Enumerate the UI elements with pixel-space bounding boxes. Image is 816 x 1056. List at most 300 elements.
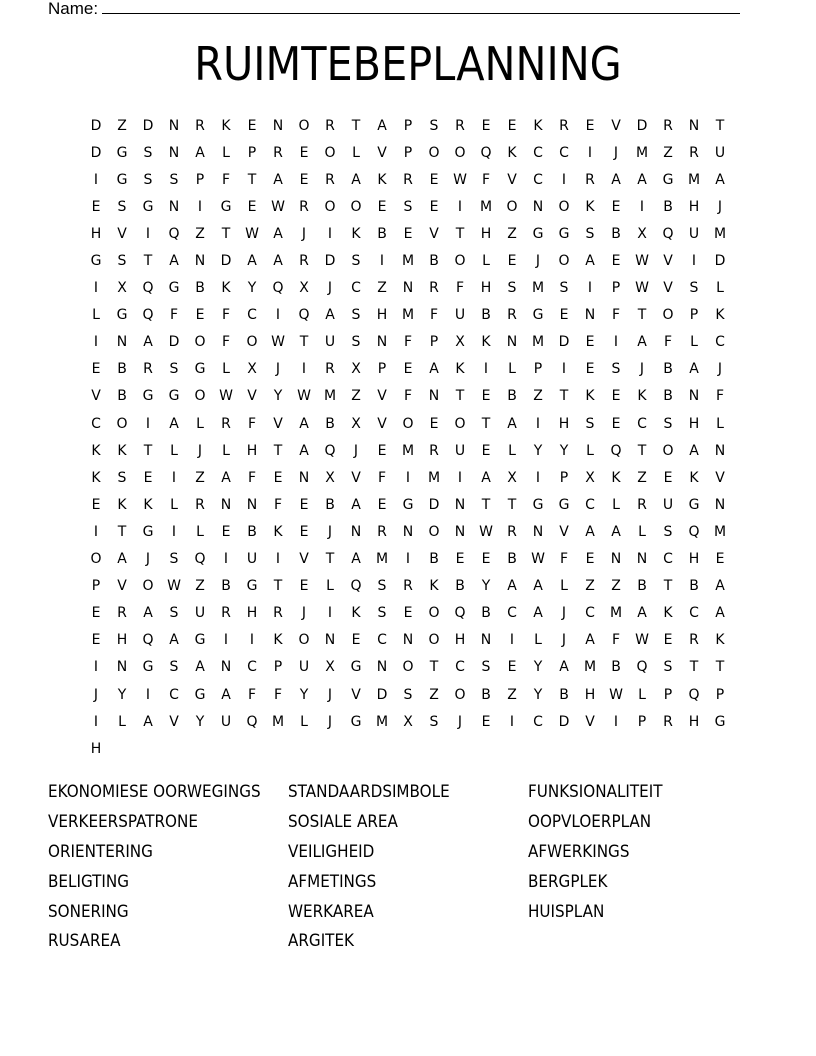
grid-letter: D: [142, 117, 154, 134]
grid-letter: I: [613, 334, 619, 351]
grid-letter: A: [585, 523, 595, 540]
grid-letter: U: [246, 551, 258, 568]
grid-letter: R: [455, 117, 465, 134]
grid-letter: O: [454, 144, 466, 161]
grid-letter: R: [195, 117, 205, 134]
grid-letter: K: [689, 469, 699, 486]
grid-letter: V: [611, 117, 621, 134]
grid-letter: T: [351, 117, 361, 134]
grid-letter: A: [507, 578, 517, 595]
grid-letter: N: [376, 334, 388, 351]
grid-letter: S: [169, 551, 179, 568]
grid-letter: G: [662, 171, 674, 188]
grid-letter: O: [662, 307, 674, 324]
word-list-item: RUSAREA: [48, 931, 121, 951]
grid-letter: M: [635, 144, 649, 161]
grid-letter: H: [584, 686, 596, 703]
grid-letter: A: [247, 253, 257, 270]
grid-letter: Q: [636, 659, 648, 676]
grid-letter: H: [688, 415, 700, 432]
letter-grid: [83, 112, 733, 762]
grid-letter: T: [429, 659, 439, 676]
grid-letter: B: [559, 686, 569, 703]
grid-letter: J: [353, 442, 359, 459]
grid-letter: Q: [688, 523, 700, 540]
grid-letter: Z: [637, 469, 647, 486]
grid-letter: G: [116, 171, 128, 188]
grid-letter: O: [324, 198, 336, 215]
grid-letter: L: [196, 415, 204, 432]
grid-letter: I: [535, 469, 541, 486]
grid-letter: A: [637, 334, 647, 351]
grid-letter: T: [663, 578, 673, 595]
grid-letter: W: [635, 253, 649, 270]
grid-letter: G: [142, 523, 154, 540]
grid-letter: R: [403, 578, 413, 595]
grid-letter: V: [377, 415, 387, 432]
grid-letter: T: [143, 442, 153, 459]
grid-letter: R: [507, 307, 517, 324]
grid-letter: E: [585, 117, 595, 134]
grid-letter: X: [585, 469, 595, 486]
grid-letter: W: [531, 551, 545, 568]
grid-letter: M: [531, 334, 545, 351]
name-label: Name:: [48, 0, 99, 18]
grid-letter: K: [507, 144, 517, 161]
grid-letter: E: [715, 551, 725, 568]
grid-letter: P: [637, 713, 647, 730]
grid-letter: L: [222, 361, 230, 378]
grid-letter: I: [93, 280, 99, 297]
grid-letter: I: [509, 632, 515, 649]
grid-letter: G: [194, 361, 206, 378]
grid-letter: G: [246, 578, 258, 595]
grid-letter: E: [377, 198, 387, 215]
grid-letter: O: [298, 117, 310, 134]
grid-letter: S: [663, 659, 673, 676]
grid-letter: K: [637, 388, 647, 405]
grid-letter: H: [688, 551, 700, 568]
grid-letter: E: [507, 659, 517, 676]
grid-letter: F: [273, 686, 283, 703]
grid-letter: A: [143, 605, 153, 622]
grid-letter: I: [145, 686, 151, 703]
grid-letter: K: [117, 442, 127, 459]
grid-letter: T: [455, 225, 465, 242]
grid-letter: A: [195, 144, 205, 161]
grid-letter: S: [403, 198, 413, 215]
grid-letter: K: [273, 523, 283, 540]
grid-letter: A: [351, 171, 361, 188]
grid-letter: B: [689, 578, 699, 595]
grid-letter: O: [194, 334, 206, 351]
grid-letter: A: [351, 496, 361, 513]
grid-letter: I: [561, 171, 567, 188]
grid-letter: H: [116, 632, 128, 649]
grid-letter: A: [637, 605, 647, 622]
grid-letter: M: [401, 253, 415, 270]
grid-letter: A: [559, 659, 569, 676]
grid-letter: O: [558, 253, 570, 270]
grid-letter: R: [299, 198, 309, 215]
grid-letter: A: [273, 253, 283, 270]
grid-letter: D: [90, 117, 102, 134]
grid-letter: E: [403, 225, 413, 242]
grid-letter: J: [639, 361, 645, 378]
grid-letter: I: [301, 361, 307, 378]
grid-letter: S: [507, 280, 517, 297]
grid-letter: R: [403, 171, 413, 188]
grid-letter: V: [663, 280, 673, 297]
grid-letter: A: [169, 415, 179, 432]
grid-letter: K: [91, 442, 101, 459]
grid-letter: T: [247, 171, 257, 188]
grid-letter: T: [715, 659, 725, 676]
grid-letter: S: [117, 198, 127, 215]
grid-letter: T: [715, 117, 725, 134]
grid-letter: G: [532, 225, 544, 242]
grid-letter: H: [688, 198, 700, 215]
grid-letter: S: [351, 253, 361, 270]
grid-letter: B: [507, 388, 517, 405]
word-list: [48, 777, 768, 956]
grid-letter: I: [587, 280, 593, 297]
grid-letter: M: [531, 280, 545, 297]
grid-letter: I: [613, 713, 619, 730]
grid-letter: N: [168, 198, 180, 215]
grid-letter: F: [221, 171, 231, 188]
grid-letter: Y: [273, 388, 283, 405]
grid-letter: L: [352, 144, 360, 161]
grid-letter: H: [90, 225, 102, 242]
grid-letter: O: [90, 551, 102, 568]
grid-letter: A: [221, 686, 231, 703]
grid-letter: N: [194, 253, 206, 270]
grid-letter: C: [247, 659, 257, 676]
grid-letter: N: [454, 496, 466, 513]
grid-letter: B: [429, 253, 439, 270]
grid-letter: D: [636, 117, 648, 134]
grid-letter: A: [169, 632, 179, 649]
grid-letter: A: [273, 171, 283, 188]
grid-letter: I: [535, 415, 541, 432]
grid-letter: W: [479, 523, 493, 540]
grid-letter: E: [481, 388, 491, 405]
grid-letter: E: [455, 551, 465, 568]
grid-letter: N: [272, 117, 284, 134]
grid-letter: F: [715, 388, 725, 405]
grid-letter: E: [663, 632, 673, 649]
grid-letter: N: [402, 632, 414, 649]
grid-letter: O: [194, 388, 206, 405]
grid-letter: C: [715, 334, 725, 351]
grid-letter: Z: [117, 117, 127, 134]
grid-letter: J: [275, 361, 281, 378]
grid-letter: U: [298, 659, 310, 676]
grid-letter: O: [558, 198, 570, 215]
grid-letter: S: [585, 225, 595, 242]
grid-letter: S: [689, 280, 699, 297]
grid-letter: C: [585, 496, 595, 513]
grid-letter: Q: [142, 632, 154, 649]
grid-letter: R: [663, 117, 673, 134]
grid-letter: X: [247, 361, 257, 378]
grid-letter: C: [689, 605, 699, 622]
grid-letter: S: [351, 307, 361, 324]
word-list-item: SOSIALE AREA: [288, 812, 398, 832]
grid-letter: O: [454, 686, 466, 703]
grid-letter: N: [532, 198, 544, 215]
grid-letter: K: [663, 605, 673, 622]
grid-letter: E: [403, 361, 413, 378]
grid-letter: A: [143, 334, 153, 351]
grid-letter: E: [481, 551, 491, 568]
grid-letter: Q: [194, 551, 206, 568]
grid-letter: N: [584, 307, 596, 324]
grid-letter: S: [429, 713, 439, 730]
grid-letter: I: [405, 469, 411, 486]
grid-letter: J: [561, 632, 567, 649]
grid-letter: E: [481, 713, 491, 730]
grid-letter: R: [507, 523, 517, 540]
grid-letter: I: [327, 605, 333, 622]
grid-letter: B: [507, 551, 517, 568]
grid-letter: I: [327, 225, 333, 242]
grid-letter: E: [403, 605, 413, 622]
grid-letter: T: [299, 334, 309, 351]
grid-letter: R: [221, 415, 231, 432]
grid-letter: I: [561, 361, 567, 378]
grid-letter: Z: [507, 686, 517, 703]
grid-letter: K: [221, 280, 231, 297]
grid-letter: F: [429, 307, 439, 324]
grid-letter: N: [116, 334, 128, 351]
grid-letter: M: [375, 551, 389, 568]
grid-letter: O: [402, 659, 414, 676]
grid-letter: S: [559, 280, 569, 297]
grid-letter: A: [585, 632, 595, 649]
grid-letter: P: [611, 280, 621, 297]
grid-letter: S: [143, 144, 153, 161]
grid-letter: F: [247, 686, 257, 703]
grid-letter: D: [168, 334, 180, 351]
grid-letter: E: [507, 117, 517, 134]
grid-letter: S: [169, 605, 179, 622]
grid-letter: Q: [142, 280, 154, 297]
grid-letter: N: [454, 523, 466, 540]
grid-letter: L: [222, 144, 230, 161]
grid-letter: E: [299, 523, 309, 540]
grid-letter: P: [429, 334, 439, 351]
grid-letter: G: [558, 225, 570, 242]
grid-letter: B: [663, 198, 673, 215]
grid-letter: I: [379, 253, 385, 270]
grid-letter: V: [585, 713, 595, 730]
grid-letter: O: [298, 632, 310, 649]
grid-letter: N: [168, 144, 180, 161]
grid-letter: M: [687, 171, 701, 188]
grid-letter: W: [219, 388, 233, 405]
grid-letter: U: [714, 144, 726, 161]
grid-letter: R: [429, 280, 439, 297]
grid-letter: L: [482, 253, 490, 270]
grid-letter: V: [91, 388, 101, 405]
grid-letter: L: [196, 523, 204, 540]
grid-letter: C: [351, 280, 361, 297]
grid-letter: T: [117, 523, 127, 540]
grid-letter: Q: [142, 307, 154, 324]
grid-letter: A: [637, 171, 647, 188]
grid-letter: B: [481, 307, 491, 324]
grid-letter: E: [377, 496, 387, 513]
grid-letter: Q: [350, 578, 362, 595]
grid-letter: I: [275, 307, 281, 324]
grid-letter: B: [247, 523, 257, 540]
grid-letter: E: [429, 415, 439, 432]
grid-letter: F: [221, 307, 231, 324]
grid-letter: I: [405, 551, 411, 568]
grid-letter: B: [663, 388, 673, 405]
grid-letter: R: [637, 496, 647, 513]
grid-letter: N: [298, 469, 310, 486]
grid-letter: S: [481, 659, 491, 676]
grid-letter: O: [142, 578, 154, 595]
grid-letter: M: [323, 388, 337, 405]
grid-letter: K: [91, 469, 101, 486]
grid-letter: J: [145, 551, 151, 568]
grid-letter: K: [117, 496, 127, 513]
word-list-item: VERKEERSPATRONE: [48, 812, 198, 832]
grid-letter: J: [301, 225, 307, 242]
grid-letter: G: [116, 307, 128, 324]
grid-letter: B: [117, 388, 127, 405]
word-list-item: AFWERKINGS: [528, 841, 630, 861]
grid-letter: S: [429, 117, 439, 134]
grid-letter: U: [454, 307, 466, 324]
grid-letter: C: [585, 605, 595, 622]
grid-letter: L: [170, 442, 178, 459]
grid-letter: M: [401, 307, 415, 324]
grid-letter: D: [714, 253, 726, 270]
grid-letter: W: [297, 388, 311, 405]
grid-letter: K: [611, 469, 621, 486]
grid-letter: A: [533, 578, 543, 595]
grid-letter: F: [611, 307, 621, 324]
grid-letter: J: [327, 280, 333, 297]
grid-letter: D: [90, 144, 102, 161]
grid-letter: H: [480, 280, 492, 297]
grid-letter: B: [637, 578, 647, 595]
grid-letter: B: [481, 686, 491, 703]
grid-letter: S: [143, 171, 153, 188]
grid-letter: O: [428, 523, 440, 540]
grid-letter: K: [377, 171, 387, 188]
grid-letter: H: [90, 740, 102, 757]
grid-letter: Y: [195, 713, 205, 730]
grid-letter: Q: [272, 280, 284, 297]
grid-letter: V: [169, 713, 179, 730]
grid-letter: T: [637, 307, 647, 324]
grid-letter: O: [428, 605, 440, 622]
grid-letter: J: [327, 686, 333, 703]
grid-letter: L: [716, 415, 724, 432]
grid-letter: O: [324, 144, 336, 161]
grid-letter: X: [351, 361, 361, 378]
grid-letter: P: [559, 469, 569, 486]
grid-letter: U: [324, 334, 336, 351]
grid-letter: M: [375, 713, 389, 730]
grid-letter: D: [558, 334, 570, 351]
grid-letter: F: [403, 388, 413, 405]
grid-letter: U: [688, 225, 700, 242]
grid-letter: E: [585, 551, 595, 568]
grid-letter: G: [90, 253, 102, 270]
grid-letter: B: [663, 361, 673, 378]
grid-letter: V: [715, 469, 725, 486]
grid-letter: N: [402, 280, 414, 297]
grid-letter: J: [327, 713, 333, 730]
grid-letter: R: [325, 361, 335, 378]
grid-letter: T: [689, 659, 699, 676]
grid-letter: M: [609, 605, 623, 622]
grid-letter: Q: [454, 605, 466, 622]
grid-letter: O: [662, 442, 674, 459]
grid-letter: R: [377, 523, 387, 540]
grid-letter: V: [117, 578, 127, 595]
grid-letter: D: [558, 713, 570, 730]
grid-letter: E: [247, 198, 257, 215]
grid-letter: E: [299, 496, 309, 513]
grid-letter: K: [585, 388, 595, 405]
grid-letter: H: [558, 415, 570, 432]
grid-letter: S: [169, 659, 179, 676]
grid-letter: V: [247, 388, 257, 405]
grid-letter: V: [507, 171, 517, 188]
grid-letter: Y: [559, 442, 569, 459]
grid-letter: R: [663, 713, 673, 730]
grid-letter: Z: [351, 388, 361, 405]
grid-letter: O: [428, 144, 440, 161]
grid-letter: S: [377, 605, 387, 622]
grid-letter: E: [585, 334, 595, 351]
grid-letter: F: [611, 632, 621, 649]
grid-letter: N: [402, 523, 414, 540]
grid-letter: C: [637, 415, 647, 432]
grid-letter: D: [428, 496, 440, 513]
grid-letter: V: [273, 415, 283, 432]
word-list-item: OOPVLOERPLAN: [528, 812, 652, 832]
grid-letter: B: [481, 605, 491, 622]
grid-letter: A: [351, 551, 361, 568]
grid-letter: W: [635, 632, 649, 649]
grid-letter: N: [714, 442, 726, 459]
grid-letter: R: [273, 605, 283, 622]
grid-letter: B: [455, 578, 465, 595]
grid-letter: I: [275, 551, 281, 568]
grid-letter: S: [585, 415, 595, 432]
grid-letter: C: [377, 632, 387, 649]
word-list-item: SONERING: [48, 901, 129, 921]
grid-letter: Q: [324, 442, 336, 459]
grid-letter: R: [689, 632, 699, 649]
grid-letter: N: [116, 659, 128, 676]
grid-letter: Y: [481, 578, 491, 595]
word-list-item: WERKAREA: [288, 901, 374, 921]
grid-letter: S: [403, 686, 413, 703]
grid-letter: Y: [533, 686, 543, 703]
grid-letter: I: [93, 713, 99, 730]
grid-letter: I: [93, 523, 99, 540]
